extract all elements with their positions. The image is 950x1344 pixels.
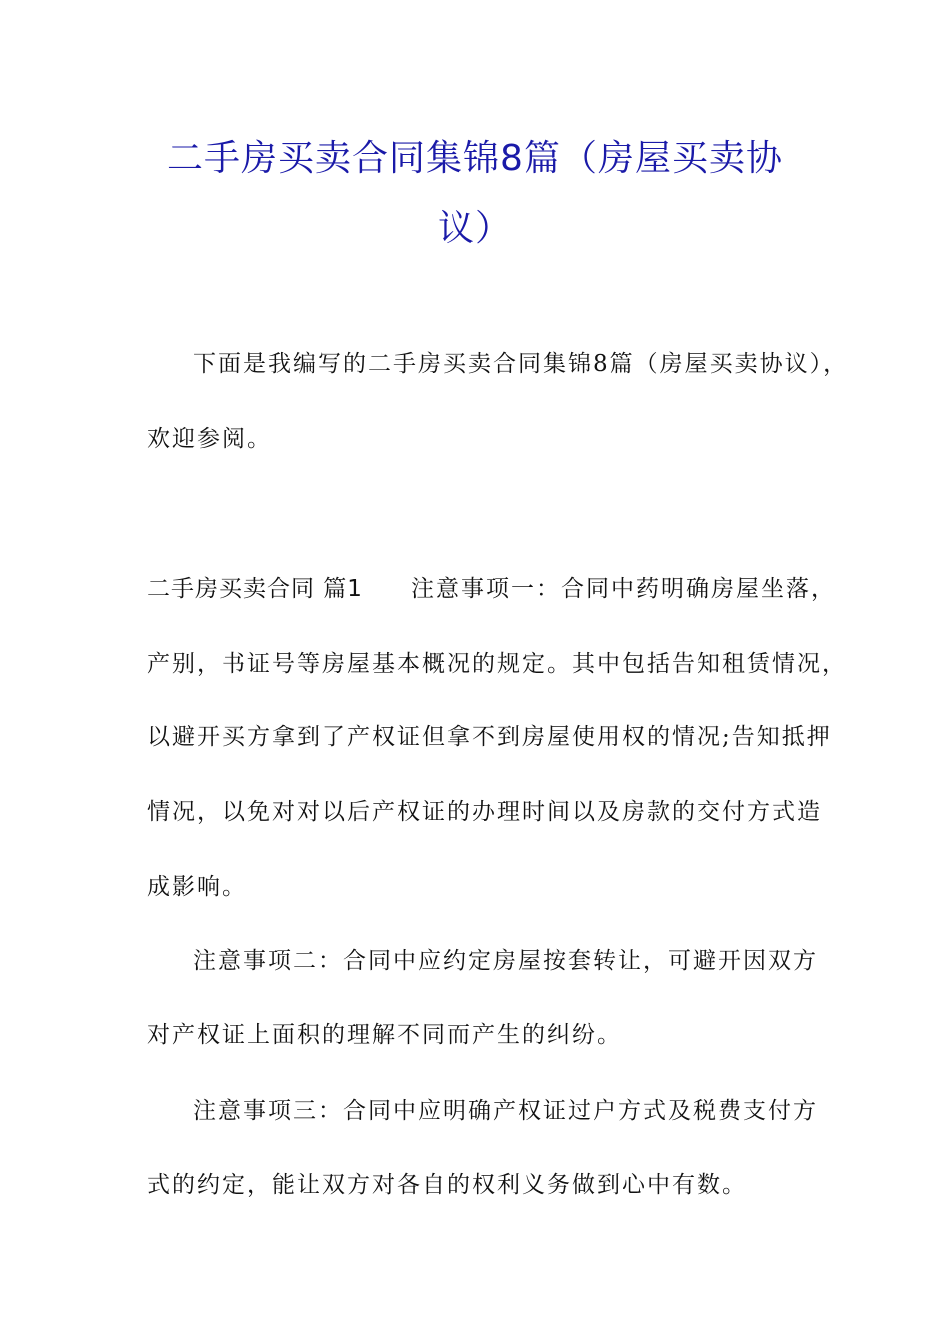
section1-line-5: 成影响。 [147,874,247,900]
note2-line-2: 对产权证上面积的理解不同而产生的纠纷。 [147,1022,622,1048]
section1-first-line [147,570,836,603]
section1-first-line-text: 注意事项一：合同中药明确房屋坐落， [410,576,836,602]
intro-line-1: 下面是我编写的二手房买卖合同集锦8篇（房屋买卖协议）， [193,351,849,377]
note2-line-1: 注意事项二：合同中应约定房屋按套转让，可避开因双方 [193,948,818,974]
document-title-line-1: 二手房买卖合同集锦8篇（房屋买卖协 [167,138,783,179]
document-title-line-2: 议） [437,208,512,249]
section1-line-3: 以避开买方拿到了产权证但拿不到房屋使用权的情况;告知抵押 [147,724,832,750]
section1-line-2: 产别，书证号等房屋基本概况的规定。其中包括告知租赁情况， [147,651,847,677]
intro-line-2: 欢迎参阅。 [147,426,272,452]
note3-line-1: 注意事项三：合同中应明确产权证过户方式及税费支付方 [193,1098,818,1124]
section1-heading: 二手房买卖合同 篇1 [147,576,363,602]
section1-line-4: 情况，以免对对以后产权证的办理时间以及房款的交付方式造 [147,799,822,825]
note3-line-2: 式的约定，能让双方对各自的权利义务做到心中有数。 [147,1172,747,1198]
